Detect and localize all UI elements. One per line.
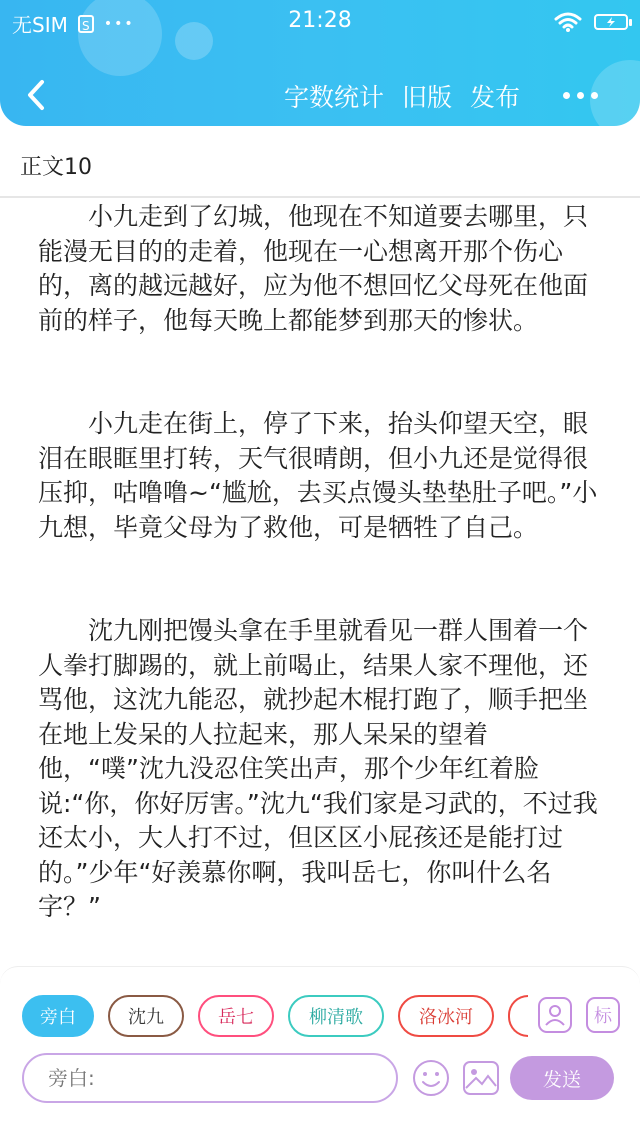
word-count-button[interactable]: 字数统计 — [283, 83, 384, 112]
tag-icon[interactable]: 标 — [586, 997, 620, 1033]
sim-icon: S — [78, 15, 94, 33]
role-chip-narrator[interactable]: 旁白 — [22, 995, 94, 1037]
old-version-button[interactable]: 旧版 — [401, 83, 452, 112]
notification-dots-icon: ••• — [103, 15, 135, 32]
chapter-content[interactable] — [38, 200, 610, 925]
paragraph: 小九走到了幻城，他现在不知道要去哪里，只能漫无目的的走着，他现在一心想离开那个伤心的，离的越远越好，应为他不想回忆父母死在他面前的样子，他每天晚上都能梦到那天的惨状。 — [38, 202, 589, 335]
carrier-label: 无SIM — [12, 13, 68, 37]
role-chip-luobinghe[interactable]: 洛冰河 — [398, 995, 494, 1037]
add-character-icon[interactable] — [538, 997, 572, 1033]
input-row — [22, 1053, 622, 1103]
status-bar — [0, 6, 640, 36]
message-input[interactable] — [22, 1053, 398, 1103]
wifi-icon — [554, 12, 582, 32]
paragraph: 沈九刚把馒头拿在手里就看见一群人围着一个人拳打脚踢的，就上前喝止，结果人家不理他，还骂他，这沈九能忍，就抄起木棍打跑了，顺手把坐在地上发呆的人拉起来，那人呆呆的望着他，“噗”沈九没忍住笑出声，那个少年红着脸说:“你，你好厉害。”沈九“我们家是习武的，不过我还太小，大人打不过，但区区小屁孩还是能打过的。”少年“好羡慕你啊，我叫岳七，你叫什么名字？” — [38, 616, 598, 921]
image-icon[interactable] — [462, 1060, 500, 1096]
publish-button[interactable]: 发布 — [469, 83, 520, 112]
divider — [0, 196, 640, 198]
emoji-icon[interactable] — [412, 1059, 450, 1097]
top-header — [0, 0, 640, 126]
compose-panel — [0, 966, 640, 1139]
back-arrow-icon[interactable] — [22, 78, 52, 112]
nav-bar — [0, 72, 640, 120]
battery-icon — [594, 14, 628, 30]
more-options-icon[interactable] — [563, 92, 598, 99]
role-chip-partial[interactable] — [508, 995, 528, 1037]
role-chip-liuqingge[interactable]: 柳清歌 — [288, 995, 384, 1037]
role-chip-yueqi[interactable]: 岳七 — [198, 995, 274, 1037]
status-time: 21:28 — [288, 8, 352, 33]
chapter-title[interactable]: 正文10 — [20, 155, 92, 180]
send-button[interactable]: 发送 — [510, 1056, 614, 1100]
role-chip-shenjiu[interactable]: 沈九 — [108, 995, 184, 1037]
role-chips — [22, 995, 528, 1037]
paragraph: 小九走在街上，停了下来，抬头仰望天空，眼泪在眼眶里打转，天气很晴朗，但小九还是觉得很压抑，咕噜噜~“尴尬，去买点馒头垫垫肚子吧。”小九想，毕竟父母为了救他，可是牺牲了自己。 — [38, 409, 598, 542]
